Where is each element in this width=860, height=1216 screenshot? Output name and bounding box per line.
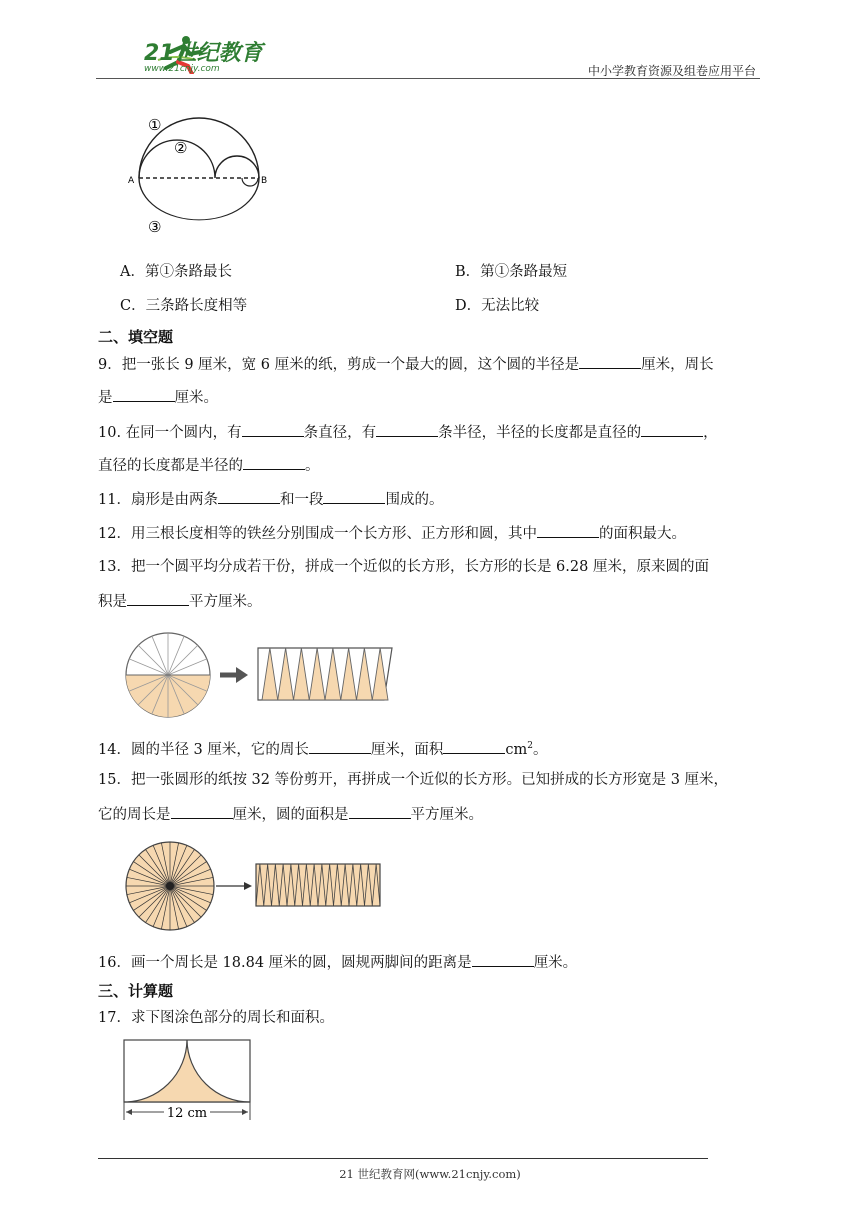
q10-text-d: ，	[703, 425, 718, 441]
question-11	[98, 489, 443, 510]
q16-blank-1[interactable]	[472, 952, 534, 967]
footer-divider	[98, 1158, 708, 1159]
q16-text-b: 厘米。	[533, 955, 578, 971]
q10-text-f: 。	[305, 458, 320, 474]
q14-text-d: 。	[533, 741, 548, 758]
q13-blank-1[interactable]	[127, 591, 189, 606]
q16-text-a: 16．画一个周长是 18.84 厘米的圆，圆规两脚间的距离是	[98, 955, 472, 971]
page-header	[96, 30, 760, 80]
footer-text: 21 世纪教育网(www.21cnjy.com)	[339, 1167, 521, 1181]
path-label-3: ③	[148, 218, 162, 236]
figure-circle-to-rectangle-1	[122, 628, 402, 722]
question-9-line1	[98, 354, 714, 375]
q13-text-b: 平方厘米。	[189, 594, 262, 610]
q10-text-c: 条半径，半径的长度都是直径的	[438, 425, 642, 441]
q14-text-a: 14．圆的半径 3 厘米，它的周长	[98, 741, 309, 758]
q10-text-e: 直径的长度都是半径的	[98, 458, 243, 474]
question-15-line1: 15．把一张圆形的纸按 32 等份剪开，再拼成一个近似的长方形。已知拼成的长方形宽是 3 厘米，	[98, 772, 729, 788]
q9-text-c: 是	[98, 390, 113, 406]
q10-blank-3[interactable]	[641, 422, 703, 437]
q14-unit: cm	[505, 741, 528, 758]
q9-text-d: 厘米。	[174, 390, 218, 406]
q9-blank-2[interactable]	[113, 387, 175, 402]
point-b-label: B	[261, 176, 268, 186]
section-fill-blank-title: 二、填空题	[98, 328, 174, 346]
q10-blank-1[interactable]	[242, 422, 304, 437]
point-a-label: A	[128, 176, 135, 186]
q11-blank-2[interactable]	[323, 489, 385, 504]
q11-blank-1[interactable]	[218, 489, 280, 504]
q12-text-a: 12．用三根长度相等的铁丝分别围成一个长方形、正方形和圆，其中	[98, 526, 537, 542]
logo-url: www.21cnjy.com	[144, 64, 220, 74]
question-9-line2	[98, 387, 218, 408]
q15-text-a: 它的周长是	[98, 807, 171, 823]
path-label-2: ②	[174, 139, 188, 157]
question-17: 17．求下图涂色部分的周长和面积。	[98, 1010, 334, 1026]
header-divider	[96, 78, 760, 79]
q10-text-a: 10. 在同一个圆内，有	[98, 425, 242, 441]
q11-text-a: 11．扇形是由两条	[98, 492, 218, 508]
q15-blank-2[interactable]	[349, 804, 411, 819]
question-13-line2	[98, 591, 262, 612]
option-d: D．无法比较	[455, 298, 540, 314]
figure-three-paths	[124, 110, 274, 238]
option-c: C．三条路长度相等	[120, 298, 248, 314]
q12-blank-1[interactable]	[537, 523, 599, 538]
question-16	[98, 952, 577, 973]
q15-text-c: 平方厘米。	[410, 807, 483, 823]
question-13-line1: 13．把一个圆平均分成若干份，拼成一个近似的长方形，长方形的长是 6.28 厘米，原来圆的面	[98, 559, 709, 575]
q10-blank-4[interactable]	[243, 455, 305, 470]
dimension-label: 12 cm	[166, 1106, 208, 1121]
q10-blank-2[interactable]	[376, 422, 438, 437]
q9-text-b: 厘米，周长	[641, 357, 714, 373]
q9-blank-1[interactable]	[579, 354, 641, 369]
figure-shaded-region	[120, 1036, 256, 1122]
question-15-line2	[98, 804, 483, 825]
header-platform-text: 中小学教育资源及组卷应用平台	[587, 64, 756, 78]
q13-text-a: 积是	[98, 594, 127, 610]
option-b: B．第①条路最短	[455, 264, 568, 280]
question-10-line2	[98, 455, 320, 476]
q15-blank-1[interactable]	[171, 804, 233, 819]
q11-text-b: 和一段	[279, 492, 324, 508]
section-calculation-title: 三、计算题	[98, 982, 174, 1000]
question-10-line1	[98, 422, 718, 443]
logo-text: 21世纪教育	[144, 41, 263, 66]
q10-text-b: 条直径，有	[303, 425, 377, 441]
q14-blank-2[interactable]	[443, 739, 505, 754]
option-a: A．第①条路最长	[120, 264, 232, 280]
q14-unit-sup: 2	[527, 741, 534, 751]
q11-text-c: 围成的。	[385, 492, 444, 508]
figure-circle-to-rectangle-2	[124, 840, 394, 932]
q15-text-b: 厘米，圆的面积是	[232, 807, 349, 823]
q14-text-b: 厘米，面积	[370, 741, 444, 758]
q14-blank-1[interactable]	[309, 739, 371, 754]
q9-text-a: 9．把一张长 9 厘米，宽 6 厘米的纸，剪成一个最大的圆，这个圆的半径是	[98, 357, 580, 373]
question-12	[98, 523, 686, 544]
question-14	[98, 736, 548, 760]
q12-text-b: 的面积最大。	[598, 526, 686, 542]
rectangle-outline	[258, 648, 392, 700]
path-label-1: ①	[148, 116, 162, 134]
